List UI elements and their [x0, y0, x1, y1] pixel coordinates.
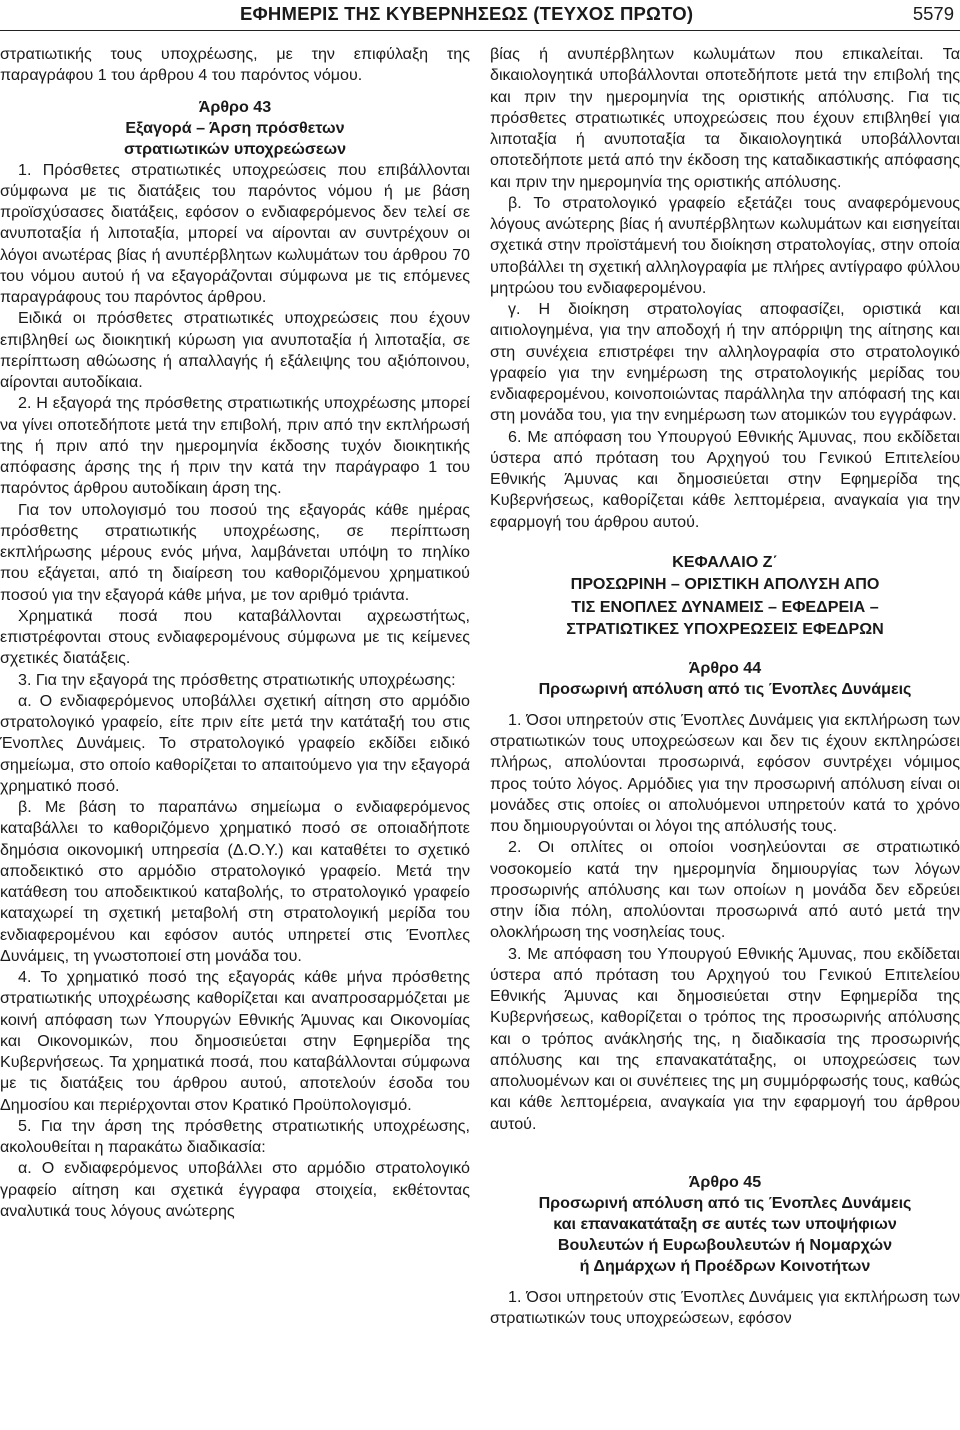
paragraph: 3. Για την εξαγορά της πρόσθετης στρατιωτικής υποχρέωσης:	[18, 670, 456, 689]
paragraph: Ειδικά οι πρόσθετες στρατιωτικές υποχρεώσεις που έχουν επιβληθεί ως διοικητική κύρωση για ανυποταξία ή λιποταξία, σε περίπτωση αθώωσης ή απαλλαγής ή εξάλειψης του αξιόποινου, αίρονται αυτοδίκαια.	[0, 309, 470, 391]
paragraph: 6. Με απόφαση του Υπουργού Εθνικής Άμυνας, που εκδίδεται ύστερα από πρόταση του Αρχηγού του Γενικού Επιτελείου Εθνικής Άμυνας και δημοσιεύεται στην Εφημερίδα της Κυβερνήσεως, καθορίζεται κάθε λεπτομέρεια, αναγκαία για την εφαρμογή του άρθρου αυτού.	[490, 427, 960, 531]
paragraph: βίας ή ανυπέρβλητων κωλυμάτων που επικαλείται. Τα δικαιολογητικά υποβάλλονται οποτεδήποτε μετά την επιβολή της και πριν την ημερομηνία της οριστικής απόλυσης. Για τις πρόσθετες στρατιωτικές υποχρεώσεις που έχουν επιβληθεί για λιποταξία ή ανυποταξία τα δικαιολογητικά υποβάλλονται οποτεδήποτε μετά από την έκδοση της καταδικαστικής απόφασης και πριν την ημερομηνία της οριστικής απόλυσης.	[490, 45, 960, 191]
article-title: και επανακατάταξη σε αυτές των υποψήφιων	[553, 1214, 897, 1233]
chapter-title: ΠΡΟΣΩΡΙΝΗ – ΟΡΙΣΤΙΚΗ ΑΠΟΛΥΣΗ ΑΠΟ	[570, 575, 880, 594]
spacer	[490, 533, 960, 551]
article-number: Άρθρο 44	[688, 658, 762, 677]
spacer	[490, 1135, 960, 1172]
paragraph: 4. Το χρηματικό ποσό της εξαγοράς κάθε μήνα πρόσθετης στρατιωτικής υποχρέωσης καθορίζεται και αναπροσαρμόζεται με κοινή απόφαση των Υπουργών Εθνικής Άμυνας και Οικονομίας και Οικονομικών, που δημοσιεύεται στην Εφημερίδα της Κυβερνήσεως. Τα χρηματικά ποσά, που καταβάλλονται σύμφωνα με τις διατάξεις του άρθρου αυτού, αποτελούν έσοδα του Δημοσίου και περιέρχονται στον Κρατικό Προϋπολογισμό.	[0, 968, 470, 1114]
article-title: Βουλευτών ή Ευρωβουλευτών ή Νομαρχών	[557, 1235, 893, 1254]
article-title: Προσωρινή απόλυση από τις Ένοπλες Δυνάμεις	[538, 1193, 912, 1212]
paragraph: 5. Για την άρση της πρόσθετης στρατιωτικής υποχρέωσης, ακολουθείται η παρακάτω διαδικασία:	[0, 1116, 470, 1156]
article-45-heading	[490, 1172, 960, 1277]
page-header	[0, 0, 960, 31]
paragraph: Για τον υπολογισμό του ποσού της εξαγοράς κάθε ημέρας πρόσθετης στρατιωτικής υποχρέωσης, σε περίπτωση εκπλήρωσης μέρους ενός μήνα, λαμβάνεται υπόψη το πηλίκο που εξάγεται, από τη διαίρεση του καθοριζόμενου χρηματικού ποσού για την εξαγορά κάθε μήνα, με τον αριθμό τριάντα.	[0, 500, 470, 604]
paragraph: β. Με βάση το παραπάνω σημείωμα ο ενδιαφερόμενος καταβάλλει το καθοριζόμενο χρηματικό ποσό σε οποιαδήποτε δημόσια οικονομική υπηρεσία (Δ.Ο.Υ.) και καταθέτει το σχετικό αποδεικτικό στο αρμόδιο στρατολογικό γραφείο. Μετά την κατάθεση του αποδεικτικού καταβολής, το στρατολογικό γραφείο καταχωρεί τη σχετική μεταβολή στη στρατολογική μερίδα του ενδιαφερομένου και εφόσον αυτός υπηρετεί στις Ένοπλες Δυνάμεις, τη γνωστοποιεί στη μονάδα του.	[0, 798, 470, 965]
chapter-heading	[490, 551, 960, 641]
spacer	[490, 641, 960, 658]
spacer	[490, 700, 960, 710]
paragraph: Χρηματικά ποσά που καταβάλλονται αχρεωστήτως, επιστρέφονται στους ενδιαφερομένους σύμφωνα με τις κείμενες σχετικές διατάξεις.	[0, 606, 470, 668]
article-number: Άρθρο 45	[688, 1172, 762, 1191]
paragraph: α. Ο ενδιαφερόμενος υποβάλλει σχετική αίτηση στο αρμόδιο στρατολογικό γραφείο, είτε πριν είτε μετά την κατάταξή του στις Ένοπλες Δυνάμεις. Το στρατολογικό γραφείο εκδίδει ειδικό σημείωμα, στο οποίο καθορίζεται το απαιτούμενο για την εξαγορά χρηματικό ποσό.	[0, 691, 470, 795]
article-title: στρατιωτικών υποχρεώσεων	[123, 139, 347, 158]
left-column	[0, 44, 470, 1428]
paragraph: 1. Πρόσθετες στρατιωτικές υποχρεώσεις που επιβάλλονται σύμφωνα με τις διατάξεις του παρόντος νόμου ή με βάση προϊσχύσασες διατάξεις, εφόσον ο ενδιαφερόμενος δεν τελεί σε ανυποταξία ή λιποταξία, μπορεί να αίρονται αν συντρέχουν οι λόγοι ανωτέρας βίας ή ανυπέρβλητων κωλυμάτων του άρθρου 70 του νόμου αυτού ή να εξαγοράζονται σύμφωνα με τις επόμενες παραγράφους του παρόντος άρθρου.	[0, 160, 470, 306]
paragraph: β. Το στρατολογικό γραφείο εξετάζει τους αναφερόμενους λόγους ανώτερης βίας ή ανυπέρβλητων κωλυμάτων και εισηγείται σχετικά στην προϊστάμενή του διοίκηση στρατολογίας, στην οποία υποβάλλει τη σχετική αλληλογραφία με πλήρες αντίγραφο φύλλου μητρώου του ενδιαφερομένου.	[490, 193, 960, 297]
paragraph: α. Ο ενδιαφερόμενος υποβάλλει στο αρμόδιο στρατολογικό γραφείο αίτηση και σχετικά έγγραφα στοιχεία, εκθέτοντας αναλυτικά τους λόγους ανώτερης	[0, 1159, 470, 1220]
chapter-number: ΚΕΦΑΛΑΙΟ Ζ΄	[672, 552, 778, 571]
article-number: Άρθρο 43	[198, 97, 272, 116]
article-title: Προσωρινή απόλυση από τις Ένοπλες Δυνάμεις	[538, 679, 912, 698]
paragraph: 2. Η εξαγορά της πρόσθετης στρατιωτικής υποχρέωσης μπορεί να γίνει οποτεδήποτε μετά την επιβολή, πριν από την εκπλήρωσή της ή πριν από την ημερομηνία έκδοσης τυχόν διοικητικής απόφασης άρσης της ή πριν την κατά την παράγραφο 1 του παρόντος άρθρου αυτοδίκαιη άρση της.	[0, 394, 470, 498]
paragraph: 3. Με απόφαση του Υπουργού Εθνικής Άμυνας, που εκδίδεται ύστερα από πρόταση του Αρχηγού του Γενικού Επιτελείου Εθνικής Άμυνας και δημοσιεύεται στην Εφημερίδα της Κυβερνήσεως, καθορίζεται ο τρόπος της προσωρινής απόλυσης και ο τρόπος ανάκλησής της, η διαδικασία της προσωρινής απόλυσης και της επανακατάταξης, οι υποχρεώσεις των απολυομένων και οι συνέπειες της μη συμμόρφωσής τους, καθώς και κάθε λεπτομέρεια, αναγκαία για την εφαρμογή του άρθρου αυτού.	[490, 944, 960, 1133]
article-title: Εξαγορά – Άρση πρόσθετων	[125, 118, 345, 137]
right-column	[490, 44, 960, 1428]
chapter-title: ΣΤΡΑΤΙΩΤΙΚΕΣ ΥΠΟΧΡΕΩΣΕΙΣ ΕΦΕΔΡΩΝ	[566, 620, 884, 639]
chapter-title: ΤΙΣ ΕΝΟΠΛΕΣ ΔΥΝΑΜΕΙΣ – ΕΦΕΔΡΕΙΑ –	[571, 597, 879, 616]
paragraph: γ. Η διοίκηση στρατολογίας αποφασίζει, οριστικά και αιτιολογημένα, για την αποδοχή ή την απόρριψη της αίτησης και στη συνέχεια επιστρέφει την αλληλογραφία στο στρατολογικό γραφείο για την ενημέρωση της στρατολογικής μερίδας του ενδιαφερομένου, κοινοποιώντας παράλληλα την απόφασή της και στη μονάδα του, για την ενημέρωση των ατομικών του εγγράφων.	[490, 300, 960, 425]
article-43-heading	[0, 97, 470, 160]
article-title: ή Δημάρχων ή Προέδρων Κοινοτήτων	[579, 1256, 871, 1275]
gazette-title: ΕΦΗΜΕΡΙΣ ΤΗΣ ΚΥΒΕΡΝΗΣΕΩΣ (ΤΕΥΧΟΣ ΠΡΩΤΟ)	[240, 3, 694, 24]
paragraph: 2. Οι οπλίτες οι οποίοι νοσηλεύονται σε στρατιωτικό νοσοκομείο κατά την ημερομηνία δημιουργίας των λόγων προσωρινής απόλυσης και των οποίων η μονάδα δεν εδρεύει στην ίδια πόλη, απολύονται προσωρινά από αυτό μετά την ολοκλήρωση της νοσηλείας τους.	[490, 838, 960, 942]
paragraph: 1. Όσοι υπηρετούν στις Ένοπλες Δυνάμεις για εκπλήρωση των στρατιωτικών τους υποχρεώσεων και δεν τις έχουν εκπληρώσει πλήρως, απολύονται προσωρινά, εφόσον συντρέχει νόμιμος προς τούτο λόγος. Αρμόδιες για την προσωρινή απόλυση είναι οι μονάδες στις οποίες οι απολυόμενοι υπηρετούν κατά το χρόνο που δημιουργούνται οι λόγοι της απόλυσής τους.	[490, 710, 960, 835]
paragraph: 1. Όσοι υπηρετούν στις Ένοπλες Δυνάμεις για εκπλήρωση των στρατιωτικών τους υποχρεώσεων, εφόσον	[490, 1287, 960, 1327]
page-number: 5579	[912, 3, 954, 24]
paragraph: στρατιωτικής τους υποχρέωσης, με την επιφύλαξη της παραγράφου 1 του άρθρου 4 του παρόντος νόμου.	[0, 45, 470, 85]
article-44-heading	[490, 658, 960, 700]
spacer	[490, 1277, 960, 1287]
